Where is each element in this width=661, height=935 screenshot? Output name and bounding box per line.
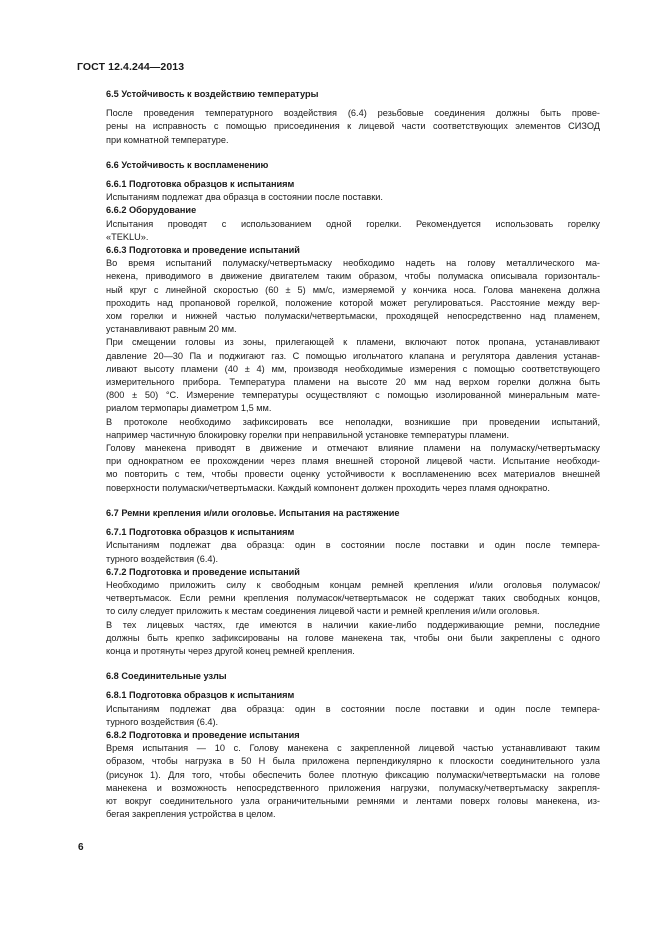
section-6-7-2-heading: 6.7.2 Подготовка и проведение испытаний (106, 566, 300, 577)
section-6-5-heading: 6.5 Устойчивость к воздействию температуры (106, 89, 319, 99)
section-6-7-2-paragraph-2: В тех лицевых частях, где имеются в наличии какие-либо поддерживающие ремни, последние должны быть крепко зафиксированы на голове манекена так, чтобы они были закреплены с одного конца и протянуты через другой конец ремней крепления. (106, 619, 600, 656)
document-body (78, 88, 600, 821)
section-6-7-2-paragraph-1: Необходимо приложить силу к свободным концам ремней крепления и/или оголовья полумасок/ четвертьмасок. Если ремни крепления полумасок/четвертьмасок не содержат таких свободных концов, то силу следует приложить к местам соединения лицевой части и ремней крепления и/или оголовья. (106, 579, 600, 617)
section-6-6-3-paragraph-4: Голову манекена приводят в движение и отмечают влияние пламени на полумаску/четвертьмаску при однократном ее прохождении через пламя внешней стороной лицевой части. Испытание необходи- мо повторить с тем, чтобы провести оценку устойчивости к воспламенению всех материалов внешней поверхности полумаски/четвертьмаски. Каждый компонент должен проходить через пламя однократно. (106, 443, 600, 493)
section-6-6-3-paragraph-1: Во время испытаний полумаску/четвертьмаску необходимо надеть на голову металлического ма- некена, приводимого в движение двигателем таким образом, чтобы полумаска описывала горизонталь- ный круг с линейной скоростью (60 ± 5) мм/с, измеряемой у кончика носа. Голова манекена должна проходить над пропановой горелкой, положение которой может регулироваться. Расстояние между вер- хом горелки и нижней частью полумаски/четвертьмаски, проходящей непосредственно над пламенем, устанавливают равным 20 мм. (106, 258, 600, 335)
section-6-6-3-paragraph-3: В протоколе необходимо зафиксировать все неполадки, возникшие при проведении испытаний, например частичную блокировку горелки при неправильной установке температуры пламени. (106, 416, 600, 440)
document-header: ГОСТ 12.4.244—2013 (77, 61, 185, 73)
section-6-6-3-heading: 6.6.3 Подготовка и проведение испытаний (106, 245, 300, 256)
section-6-8-2-paragraph: Время испытания — 10 с. Голову манекена с закрепленной лицевой частью устанавливают таким образом, чтобы нагрузка в 50 Н была приложена перпендикулярно к плоскости соединительного узла (рисунок 1). Для того, чтобы обеспечить более плотную фиксацию полумаски/четвертьмаски на голове манекена и возможность непосредственного приложения нагрузки, полумаску/четвертьмаску закрепля- ют вокруг соединительного узла ограничительными ремнями и лентами поверх головы манекена, из- бегая закрепления устройства в целом. (106, 743, 600, 820)
section-6-8-2-heading: 6.8.2 Подготовка и проведение испытания (106, 729, 300, 740)
section-6-6-heading: 6.6 Устойчивость к воспламенению (106, 159, 269, 170)
section-6-6-2-paragraph: Испытания проводят с использованием одной горелки. Рекомендуется использовать горелку «TEKLU». (106, 218, 600, 242)
section-6-7-1-paragraph: Испытаниям подлежат два образца: один в состоянии после поставки и один после темпера- турного воздействия (6.4). (106, 540, 600, 564)
section-6-7-heading: 6.7 Ремни крепления и/или оголовье. Испытания на растяжение (106, 507, 400, 518)
section-6-8-1-paragraph: Испытаниям подлежат два образца: один в состоянии после поставки и один после темпера- турного воздействия (6.4). (106, 703, 600, 727)
section-6-6-1-heading: 6.6.1 Подготовка образцов к испытаниям (106, 179, 295, 190)
section-6-8-heading: 6.8 Соединительные узлы (106, 671, 227, 682)
section-6-7-1-heading: 6.7.1 Подготовка образцов к испытаниям (106, 527, 295, 538)
section-6-8-1-heading: 6.8.1 Подготовка образцов к испытаниям (106, 690, 295, 701)
section-6-6-2-heading: 6.6.2 Оборудование (106, 205, 197, 216)
section-6-6-1-paragraph: Испытаниям подлежат два образца в состоянии после поставки. (106, 192, 383, 203)
page-number: 6 (78, 842, 84, 853)
section-6-6-3-paragraph-2: При смещении головы из зоны, прилегающей к пламени, включают поток пропана, устанавливают давление 20—30 Па и поджигают газ. С помощью игольчатого клапана и регулятора давления устанав- ливают высоту пламени (40 ± 4) мм, производя необходимые измерения с помощью соответствующего измерительного прибора. Температура пламени на высоте 20 мм над верхом горелки должна быть (800 ± 50) °C. Измерение температуры осуществляют с помощью изолированной минеральным мате- риалом термопары диаметром 1,5 мм. (106, 337, 600, 414)
section-6-5-paragraph: После проведения температурного воздействия (6.4) резьбовые соединения должны быть прове- рены на исправность с помощью присоединения к лицевой части соответствующих элементов СИЗОД при комнатной температуре. (106, 108, 600, 145)
